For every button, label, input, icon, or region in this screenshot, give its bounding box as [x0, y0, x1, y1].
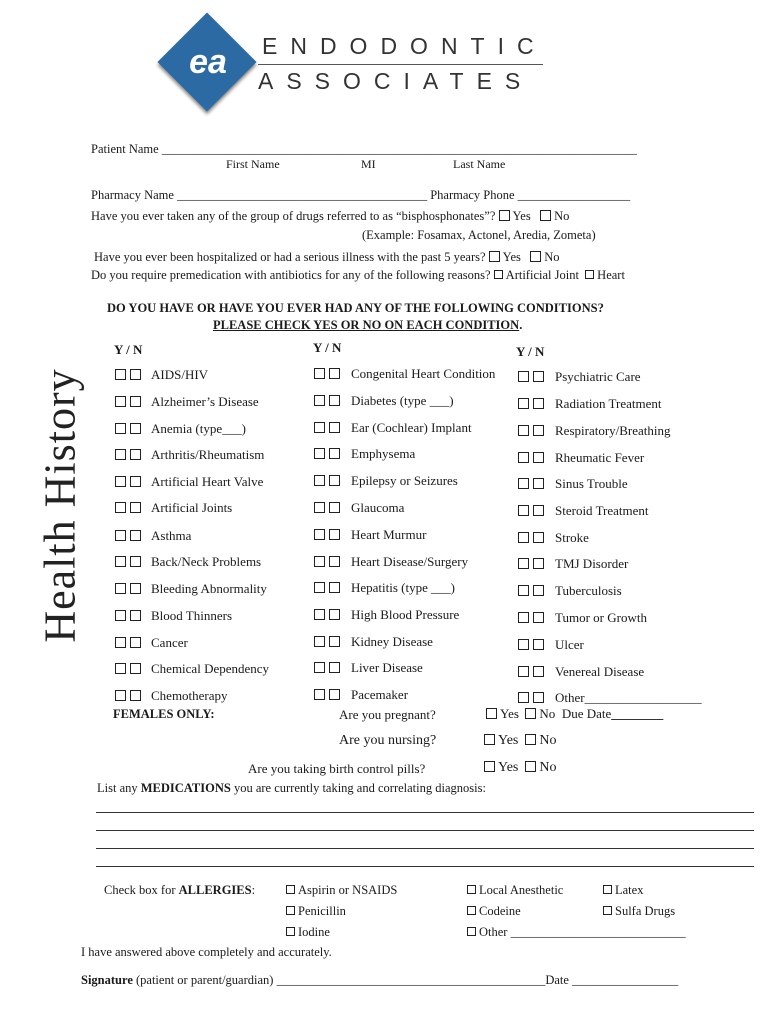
condition-label: Venereal Disease	[555, 664, 645, 679]
condition-no-checkbox[interactable]	[533, 425, 544, 436]
conditions-instruction-period: .	[519, 318, 523, 332]
condition-yes-checkbox[interactable]	[115, 423, 126, 434]
last-name-label: Last Name	[453, 157, 506, 171]
side-title: Health History	[35, 368, 85, 643]
condition-row	[518, 423, 671, 439]
yn-header-col2: Y / N	[313, 340, 342, 355]
condition-no-checkbox[interactable]	[533, 692, 544, 703]
first-name-label: First Name	[226, 157, 280, 171]
condition-label: High Blood Pressure	[351, 607, 460, 622]
allergy-codeine-checkbox[interactable]	[467, 906, 476, 915]
condition-label: Tumor or Growth	[555, 610, 647, 625]
condition-no-checkbox[interactable]	[130, 423, 141, 434]
condition-row	[314, 473, 458, 489]
allergy-local-anesthetic-label: Local Anesthetic	[479, 883, 564, 897]
birth-control-options	[484, 760, 557, 776]
hospital-no-checkbox[interactable]	[530, 251, 541, 262]
allergies-prefix: Check box for	[104, 883, 179, 897]
condition-no-checkbox[interactable]	[130, 663, 141, 674]
condition-label: Stroke	[555, 530, 589, 545]
condition-no-checkbox[interactable]	[533, 532, 544, 543]
condition-label: Emphysema	[351, 446, 416, 461]
brand-line-2: ASSOCIATES	[258, 68, 534, 94]
condition-yes-checkbox[interactable]	[314, 609, 325, 620]
conditions-instruction-text: PLEASE CHECK YES OR NO ON EACH CONDITION	[213, 318, 520, 332]
condition-yes-checkbox[interactable]	[314, 502, 325, 513]
bisphos-no-checkbox[interactable]	[540, 210, 551, 221]
no-label: No	[539, 733, 557, 748]
condition-row	[115, 581, 267, 597]
condition-yes-checkbox[interactable]	[115, 502, 126, 513]
condition-no-checkbox[interactable]	[533, 505, 544, 516]
attestation: I have answered above completely and accurately.	[81, 945, 332, 959]
condition-row	[115, 394, 259, 410]
condition-row	[518, 637, 584, 653]
brand-divider	[258, 64, 543, 65]
condition-label: Ear (Cochlear) Implant	[351, 420, 472, 435]
condition-yes-checkbox[interactable]	[518, 371, 529, 382]
condition-label: Heart Disease/Surgery	[351, 554, 469, 569]
condition-row	[314, 607, 460, 623]
condition-row	[518, 450, 645, 466]
allergy-local-anesthetic	[467, 883, 563, 898]
condition-label: Cancer	[151, 635, 188, 650]
condition-label: Alzheimer’s Disease	[151, 394, 259, 409]
no-label: No	[544, 250, 560, 264]
condition-no-checkbox[interactable]	[329, 582, 340, 593]
allergy-codeine	[467, 904, 521, 919]
premed-joint-label: Artificial Joint	[505, 268, 579, 282]
condition-yes-checkbox[interactable]	[314, 448, 325, 459]
condition-no-checkbox[interactable]	[329, 689, 340, 700]
nursing-yes-checkbox[interactable]	[484, 734, 495, 745]
pregnant-no-checkbox[interactable]	[525, 708, 536, 719]
no-label: No	[554, 209, 570, 223]
premed-joint-checkbox[interactable]	[494, 270, 503, 279]
condition-yes-checkbox[interactable]	[314, 556, 325, 567]
allergy-sulfa-checkbox[interactable]	[603, 906, 612, 915]
condition-no-checkbox[interactable]	[329, 395, 340, 406]
condition-row	[314, 420, 472, 436]
birth-control-no-checkbox[interactable]	[525, 761, 536, 772]
allergy-other	[467, 925, 686, 940]
medications-prefix: List any	[97, 781, 141, 795]
no-label: No	[539, 706, 556, 721]
condition-no-checkbox[interactable]	[329, 502, 340, 513]
hospital-question	[94, 250, 560, 265]
premed-heart-checkbox[interactable]	[585, 270, 594, 279]
pregnant-yes-checkbox[interactable]	[486, 708, 497, 719]
condition-yes-checkbox[interactable]	[314, 636, 325, 647]
allergy-iodine-checkbox[interactable]	[286, 927, 295, 936]
condition-row	[518, 476, 628, 492]
condition-row	[314, 446, 416, 462]
condition-label: Chemical Dependency	[151, 661, 270, 676]
condition-yes-checkbox[interactable]	[518, 398, 529, 409]
condition-row	[115, 447, 265, 463]
condition-no-checkbox[interactable]	[329, 368, 340, 379]
allergy-latex-label: Latex	[615, 883, 644, 897]
condition-label: Sinus Trouble	[555, 476, 628, 491]
premed-heart-label: Heart	[597, 268, 625, 282]
conditions-heading: DO YOU HAVE OR HAVE YOU EVER HAD ANY OF THE FOLLOWING CONDITIONS?	[107, 301, 604, 315]
allergy-aspirin-checkbox[interactable]	[286, 885, 295, 894]
condition-label: Glaucoma	[351, 500, 405, 515]
condition-label: Steroid Treatment	[555, 503, 649, 518]
condition-row	[518, 556, 629, 572]
condition-label: TMJ Disorder	[555, 556, 629, 571]
brand-line-1: ENDODONTIC	[262, 33, 547, 59]
condition-yes-checkbox[interactable]	[314, 475, 325, 486]
condition-row	[314, 554, 469, 570]
condition-yes-checkbox[interactable]	[115, 369, 126, 380]
allergy-iodine-label: Iodine	[298, 925, 330, 939]
condition-yes-checkbox[interactable]	[115, 449, 126, 460]
condition-no-checkbox[interactable]	[130, 610, 141, 621]
condition-yes-checkbox[interactable]	[115, 476, 126, 487]
signature-label: Signature	[81, 973, 133, 987]
premed-question	[91, 268, 625, 283]
condition-label: Back/Neck Problems	[151, 554, 262, 569]
condition-yes-checkbox[interactable]	[518, 558, 529, 569]
condition-no-checkbox[interactable]	[329, 448, 340, 459]
condition-no-checkbox[interactable]	[329, 636, 340, 647]
condition-label: Respiratory/Breathing	[555, 423, 671, 438]
condition-no-checkbox[interactable]	[130, 637, 141, 648]
condition-yes-checkbox[interactable]	[115, 583, 126, 594]
bisphos-question	[91, 209, 569, 224]
condition-yes-checkbox[interactable]	[518, 505, 529, 516]
condition-yes-checkbox[interactable]	[518, 692, 529, 703]
nursing-options	[484, 733, 557, 749]
condition-label: Psychiatric Care	[555, 369, 641, 384]
condition-no-checkbox[interactable]	[533, 666, 544, 677]
condition-no-checkbox[interactable]	[533, 478, 544, 489]
allergy-penicillin-label: Penicillin	[298, 904, 346, 918]
condition-label: Epilepsy or Seizures	[351, 473, 458, 488]
bisphos-example: (Example: Fosamax, Actonel, Aredia, Zometa)	[362, 228, 596, 242]
condition-row	[314, 393, 454, 409]
condition-no-checkbox[interactable]	[329, 475, 340, 486]
no-label: No	[539, 760, 557, 775]
condition-label: Tuberculosis	[555, 583, 622, 598]
condition-no-checkbox[interactable]	[130, 690, 141, 701]
condition-label: AIDS/HIV	[151, 367, 209, 382]
condition-yes-checkbox[interactable]	[115, 610, 126, 621]
due-date-label: Due Date	[561, 706, 612, 721]
yn-header-col1: Y / N	[114, 342, 143, 357]
condition-label: Heart Murmur	[351, 527, 427, 542]
allergy-aspirin-label: Aspirin or NSAIDS	[298, 883, 398, 897]
condition-label: Radiation Treatment	[555, 396, 662, 411]
condition-row	[115, 635, 188, 651]
condition-yes-checkbox[interactable]	[115, 530, 126, 541]
condition-label: Hepatitis (type ___)	[351, 580, 455, 595]
condition-no-checkbox[interactable]	[329, 556, 340, 567]
yes-label: Yes	[498, 733, 519, 748]
condition-label: Rheumatic Fever	[555, 450, 645, 465]
condition-row	[314, 580, 455, 596]
nursing-no-checkbox[interactable]	[525, 734, 536, 745]
pharmacy-field[interactable]: Pharmacy Name ________________________________________ Pharmacy Phone __________________	[91, 188, 631, 202]
allergy-aspirin	[286, 883, 397, 898]
mi-label: MI	[361, 157, 376, 171]
allergy-other-label[interactable]: Other ____________________________	[479, 925, 686, 939]
condition-label: Chemotherapy	[151, 688, 228, 703]
medications-suffix: you are currently taking and correlating diagnosis:	[230, 781, 486, 795]
pregnant-options	[486, 706, 663, 722]
condition-label: Ulcer	[555, 637, 584, 652]
condition-yes-checkbox[interactable]	[314, 662, 325, 673]
condition-no-checkbox[interactable]	[130, 396, 141, 407]
condition-row	[314, 634, 433, 650]
condition-row	[518, 583, 622, 599]
conditions-instruction	[213, 318, 522, 333]
condition-row	[518, 664, 645, 680]
yes-label: Yes	[502, 250, 521, 264]
condition-yes-checkbox[interactable]	[314, 529, 325, 540]
condition-row	[314, 660, 423, 676]
condition-no-checkbox[interactable]	[533, 371, 544, 382]
condition-yes-checkbox[interactable]	[518, 478, 529, 489]
allergies-label	[104, 883, 255, 898]
condition-label: Asthma	[151, 528, 192, 543]
condition-no-checkbox[interactable]	[533, 612, 544, 623]
allergy-latex	[603, 883, 643, 898]
condition-yes-checkbox[interactable]	[314, 368, 325, 379]
condition-yes-checkbox[interactable]	[115, 637, 126, 648]
condition-no-checkbox[interactable]	[533, 398, 544, 409]
condition-row	[314, 527, 427, 543]
condition-yes-checkbox[interactable]	[314, 422, 325, 433]
condition-yes-checkbox[interactable]	[115, 690, 126, 701]
condition-row	[115, 554, 262, 570]
condition-label: Blood Thinners	[151, 608, 233, 623]
condition-row	[314, 366, 496, 382]
condition-yes-checkbox[interactable]	[314, 395, 325, 406]
condition-yes-checkbox[interactable]	[518, 452, 529, 463]
condition-label: Kidney Disease	[351, 634, 433, 649]
condition-yes-checkbox[interactable]	[518, 612, 529, 623]
condition-row	[115, 688, 228, 704]
hospital-yes-checkbox[interactable]	[489, 251, 500, 262]
condition-yes-checkbox[interactable]	[314, 582, 325, 593]
medications-line-3[interactable]	[96, 848, 754, 849]
allergy-codeine-label: Codeine	[479, 904, 521, 918]
condition-no-checkbox[interactable]	[130, 476, 141, 487]
condition-yes-checkbox[interactable]	[115, 663, 126, 674]
signature-line[interactable]	[81, 973, 678, 988]
bisphos-text: Have you ever taken any of the group of drugs referred to as “bisphosphonates”?	[91, 209, 496, 223]
condition-row	[518, 610, 647, 626]
condition-row	[115, 500, 233, 516]
medications-bold: MEDICATIONS	[140, 781, 231, 795]
condition-row	[115, 367, 209, 383]
logo-mark: ea	[189, 43, 227, 81]
nursing-question: Are you nursing?	[339, 733, 437, 748]
condition-no-checkbox[interactable]	[533, 558, 544, 569]
patient-name-field[interactable]: Patient Name ____________________________________________________________________________	[91, 142, 637, 156]
condition-row	[115, 528, 192, 544]
condition-yes-checkbox[interactable]	[518, 532, 529, 543]
condition-row	[115, 661, 270, 677]
condition-no-checkbox[interactable]	[533, 639, 544, 650]
condition-row	[115, 474, 264, 490]
condition-no-checkbox[interactable]	[130, 369, 141, 380]
allergy-other-checkbox[interactable]	[467, 927, 476, 936]
condition-no-checkbox[interactable]	[329, 662, 340, 673]
condition-no-checkbox[interactable]	[533, 452, 544, 463]
condition-no-checkbox[interactable]	[130, 502, 141, 513]
allergies-bold: ALLERGIES	[178, 883, 252, 897]
condition-row	[314, 687, 409, 703]
condition-label: Artificial Heart Valve	[151, 474, 264, 489]
condition-no-checkbox[interactable]	[130, 449, 141, 460]
allergies-colon: :	[251, 883, 256, 897]
medications-line-2[interactable]	[96, 830, 754, 831]
condition-label: Arthritis/Rheumatism	[151, 447, 265, 462]
allergy-iodine	[286, 925, 330, 940]
condition-yes-checkbox[interactable]	[115, 556, 126, 567]
medications-line-1[interactable]	[96, 812, 754, 813]
birth-control-yes-checkbox[interactable]	[484, 761, 495, 772]
condition-yes-checkbox[interactable]	[518, 666, 529, 677]
condition-no-checkbox[interactable]	[130, 556, 141, 567]
allergy-sulfa-label: Sulfa Drugs	[615, 904, 676, 918]
condition-row	[115, 608, 233, 624]
yes-label: Yes	[498, 760, 519, 775]
pregnant-question: Are you pregnant?	[339, 707, 436, 722]
condition-label: Other__________________	[555, 690, 702, 705]
condition-yes-checkbox[interactable]	[518, 425, 529, 436]
condition-yes-checkbox[interactable]	[518, 585, 529, 596]
allergy-local-anesthetic-checkbox[interactable]	[467, 885, 476, 894]
premed-text: Do you require premedication with antibiotics for any of the following reasons?	[91, 268, 491, 282]
birth-control-question: Are you taking birth control pills?	[248, 761, 426, 776]
medications-label	[97, 781, 486, 796]
allergy-sulfa	[603, 904, 675, 919]
due-date-field[interactable]: ________	[611, 706, 664, 721]
females-only-label: FEMALES ONLY:	[113, 707, 215, 721]
yes-label: Yes	[512, 209, 531, 223]
bisphos-yes-checkbox[interactable]	[499, 210, 510, 221]
condition-row	[518, 369, 641, 385]
allergy-penicillin-checkbox[interactable]	[286, 906, 295, 915]
condition-row	[518, 396, 662, 412]
hospital-text: Have you ever been hospitalized or had a serious illness with the past 5 years?	[94, 250, 486, 264]
condition-no-checkbox[interactable]	[130, 583, 141, 594]
condition-label: Bleeding Abnormality	[151, 581, 267, 596]
condition-no-checkbox[interactable]	[130, 530, 141, 541]
condition-no-checkbox[interactable]	[329, 422, 340, 433]
condition-label: Pacemaker	[351, 687, 409, 702]
allergy-penicillin	[286, 904, 346, 919]
medications-line-4[interactable]	[96, 866, 754, 867]
condition-label: Diabetes (type ___)	[351, 393, 454, 408]
condition-row	[518, 503, 649, 519]
condition-no-checkbox[interactable]	[329, 529, 340, 540]
yes-label: Yes	[500, 706, 519, 721]
condition-yes-checkbox[interactable]	[115, 396, 126, 407]
condition-label: Artificial Joints	[151, 500, 233, 515]
condition-no-checkbox[interactable]	[533, 585, 544, 596]
condition-row	[314, 500, 405, 516]
condition-row	[518, 690, 702, 706]
condition-yes-checkbox[interactable]	[314, 689, 325, 700]
condition-label: Anemia (type___)	[151, 421, 246, 436]
condition-label: Congenital Heart Condition	[351, 366, 496, 381]
condition-label: Liver Disease	[351, 660, 423, 675]
condition-no-checkbox[interactable]	[329, 609, 340, 620]
condition-row	[518, 530, 589, 546]
yn-header-col3: Y / N	[516, 344, 545, 359]
signature-rest: (patient or parent/guardian) ___________________________________________Date _________________	[132, 973, 679, 987]
condition-row	[115, 421, 246, 437]
allergy-latex-checkbox[interactable]	[603, 885, 612, 894]
condition-yes-checkbox[interactable]	[518, 639, 529, 650]
